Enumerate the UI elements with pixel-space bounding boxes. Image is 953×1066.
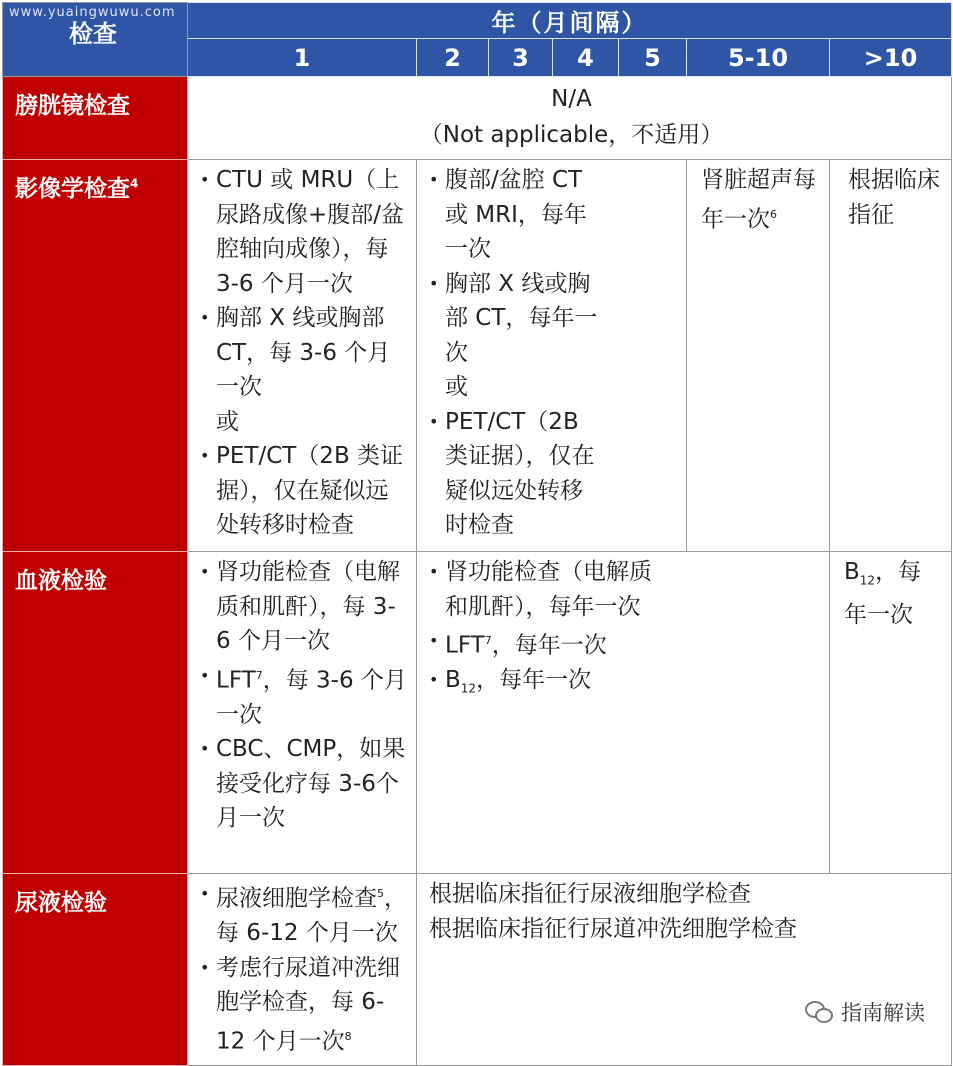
cystoscopy-cell <box>188 77 952 160</box>
imaging-years2-5-item: • 胸部 X 线或胸部 CT，每年一次 <box>429 267 604 371</box>
imaging-years2-5-cell <box>417 160 687 552</box>
urine-cytology-footnote: 5 <box>377 887 384 900</box>
blood-lft-frequency: ，每 3-6 个月一次 <box>216 667 407 728</box>
blood-b12-frequency: ，每年一次 <box>476 667 591 693</box>
imaging-years5-10-cell <box>687 160 830 552</box>
imaging-years5-10-text: 肾脏超声每年一次 <box>701 167 816 232</box>
blood-b12-label: B <box>445 667 461 693</box>
imaging-year1-or: 或 <box>200 405 408 440</box>
urine-cytology-frequency: ，每 6-12 个月一次 <box>216 886 407 947</box>
wechat-icon <box>805 1001 833 1023</box>
urine-label: 尿液检验 <box>15 890 107 916</box>
imaging-after10-cell <box>830 160 952 552</box>
followup-table <box>2 2 952 1066</box>
imaging-after10-text: 根据临床指征 <box>848 167 940 228</box>
imaging-label: 影像学检查 <box>15 176 130 202</box>
brand-name: 指南解读 <box>841 997 925 1027</box>
blood-years2-5-item-b12 <box>429 663 669 706</box>
header-interval-4: 4 <box>553 39 619 77</box>
blood-years2-5-item-lft <box>429 624 669 663</box>
row-label-imaging <box>3 160 188 552</box>
blood-year1-item-lft <box>200 659 408 733</box>
imaging-year1-cell <box>188 160 417 552</box>
imaging-year1-item: • 胸部 X 线或胸部 CT，每 3-6 个月一次 <box>200 301 408 405</box>
cystoscopy-na: N/A <box>200 81 943 117</box>
imaging-years2-5-item: • PET/CT（2B 类证据），仅在疑似远处转移时检查 <box>429 405 604 543</box>
urine-years2-plus-line: 根据临床指征行尿道冲洗细胞学检查 <box>429 912 943 947</box>
header-exam-label: 检查 <box>3 14 187 49</box>
urine-year1-cell <box>188 874 417 1066</box>
header-interval-1: 1 <box>188 39 417 77</box>
blood-lft-label: LFT <box>216 667 256 693</box>
blood-lft-footnote: 7 <box>485 634 492 647</box>
blood-lft-footnote: 7 <box>256 669 263 682</box>
watermark: www.yuaingwuwu.com <box>3 3 187 20</box>
blood-year1-item-renal: • 肾功能检查（电解质和肌酐），每 3-6 个月一次 <box>200 555 408 659</box>
cystoscopy-note: （Not applicable，不适用） <box>200 117 943 153</box>
row-label-urine <box>3 874 188 1066</box>
blood-b12-subscript: 12 <box>461 682 476 696</box>
header-corner <box>3 3 188 77</box>
urine-wash-footnote: 8 <box>345 1030 352 1043</box>
blood-lft-label: LFT <box>445 633 485 659</box>
blood-b12-frequency: ，每年一次 <box>844 559 921 628</box>
blood-years2-5-cell <box>417 552 830 874</box>
imaging-year1-item: • CTU 或 MRU（上尿路成像+腹部/盆腔轴向成像），每 3-6 个月一次 <box>200 163 408 301</box>
blood-b12-label: B <box>844 559 860 585</box>
urine-years2-plus-cell <box>417 874 952 1066</box>
header-interval-5: 5 <box>619 39 687 77</box>
imaging-years2-5-or: 或 <box>429 370 604 405</box>
blood-label: 血液检验 <box>15 568 107 594</box>
blood-year1-cell <box>188 552 417 874</box>
blood-years5-plus-cell <box>830 552 952 874</box>
header-interval-2: 2 <box>417 39 489 77</box>
blood-lft-frequency: ，每年一次 <box>492 633 607 659</box>
cystoscopy-label: 膀胱镜检查 <box>15 93 130 119</box>
imaging-years5-10-footnote: 6 <box>770 208 777 221</box>
header-interval-3: 3 <box>489 39 553 77</box>
blood-year1-item-cbc: • CBC、CMP，如果接受化疗每 3-6个月一次 <box>200 732 408 836</box>
urine-year1-item-wash <box>200 951 408 1059</box>
urine-wash-text: 考虑行尿道冲洗细胞学检查，每 6-12 个月一次 <box>216 955 400 1055</box>
urine-year1-item-cytology <box>200 877 408 951</box>
urine-years2-plus-line: 根据临床指征行尿液细胞学检查 <box>429 877 943 912</box>
blood-b12-subscript: 12 <box>860 574 875 588</box>
imaging-year1-item: • PET/CT（2B 类证据），仅在疑似远处转移时检查 <box>200 439 408 543</box>
row-label-cystoscopy <box>3 77 188 160</box>
imaging-label-footnote: 4 <box>130 176 138 190</box>
header-year-title: 年（月间隔） <box>188 3 952 39</box>
brand-logo <box>805 997 925 1027</box>
header-interval-5-10: 5-10 <box>687 39 830 77</box>
row-label-blood <box>3 552 188 874</box>
imaging-years2-5-item: • 腹部/盆腔 CT 或 MRI，每年一次 <box>429 163 604 267</box>
blood-years2-5-item-renal: • 肾功能检查（电解质和肌酐），每年一次 <box>429 555 669 624</box>
urine-cytology-label: 尿液细胞学检查 <box>216 886 377 912</box>
header-interval-over-10: >10 <box>830 39 952 77</box>
